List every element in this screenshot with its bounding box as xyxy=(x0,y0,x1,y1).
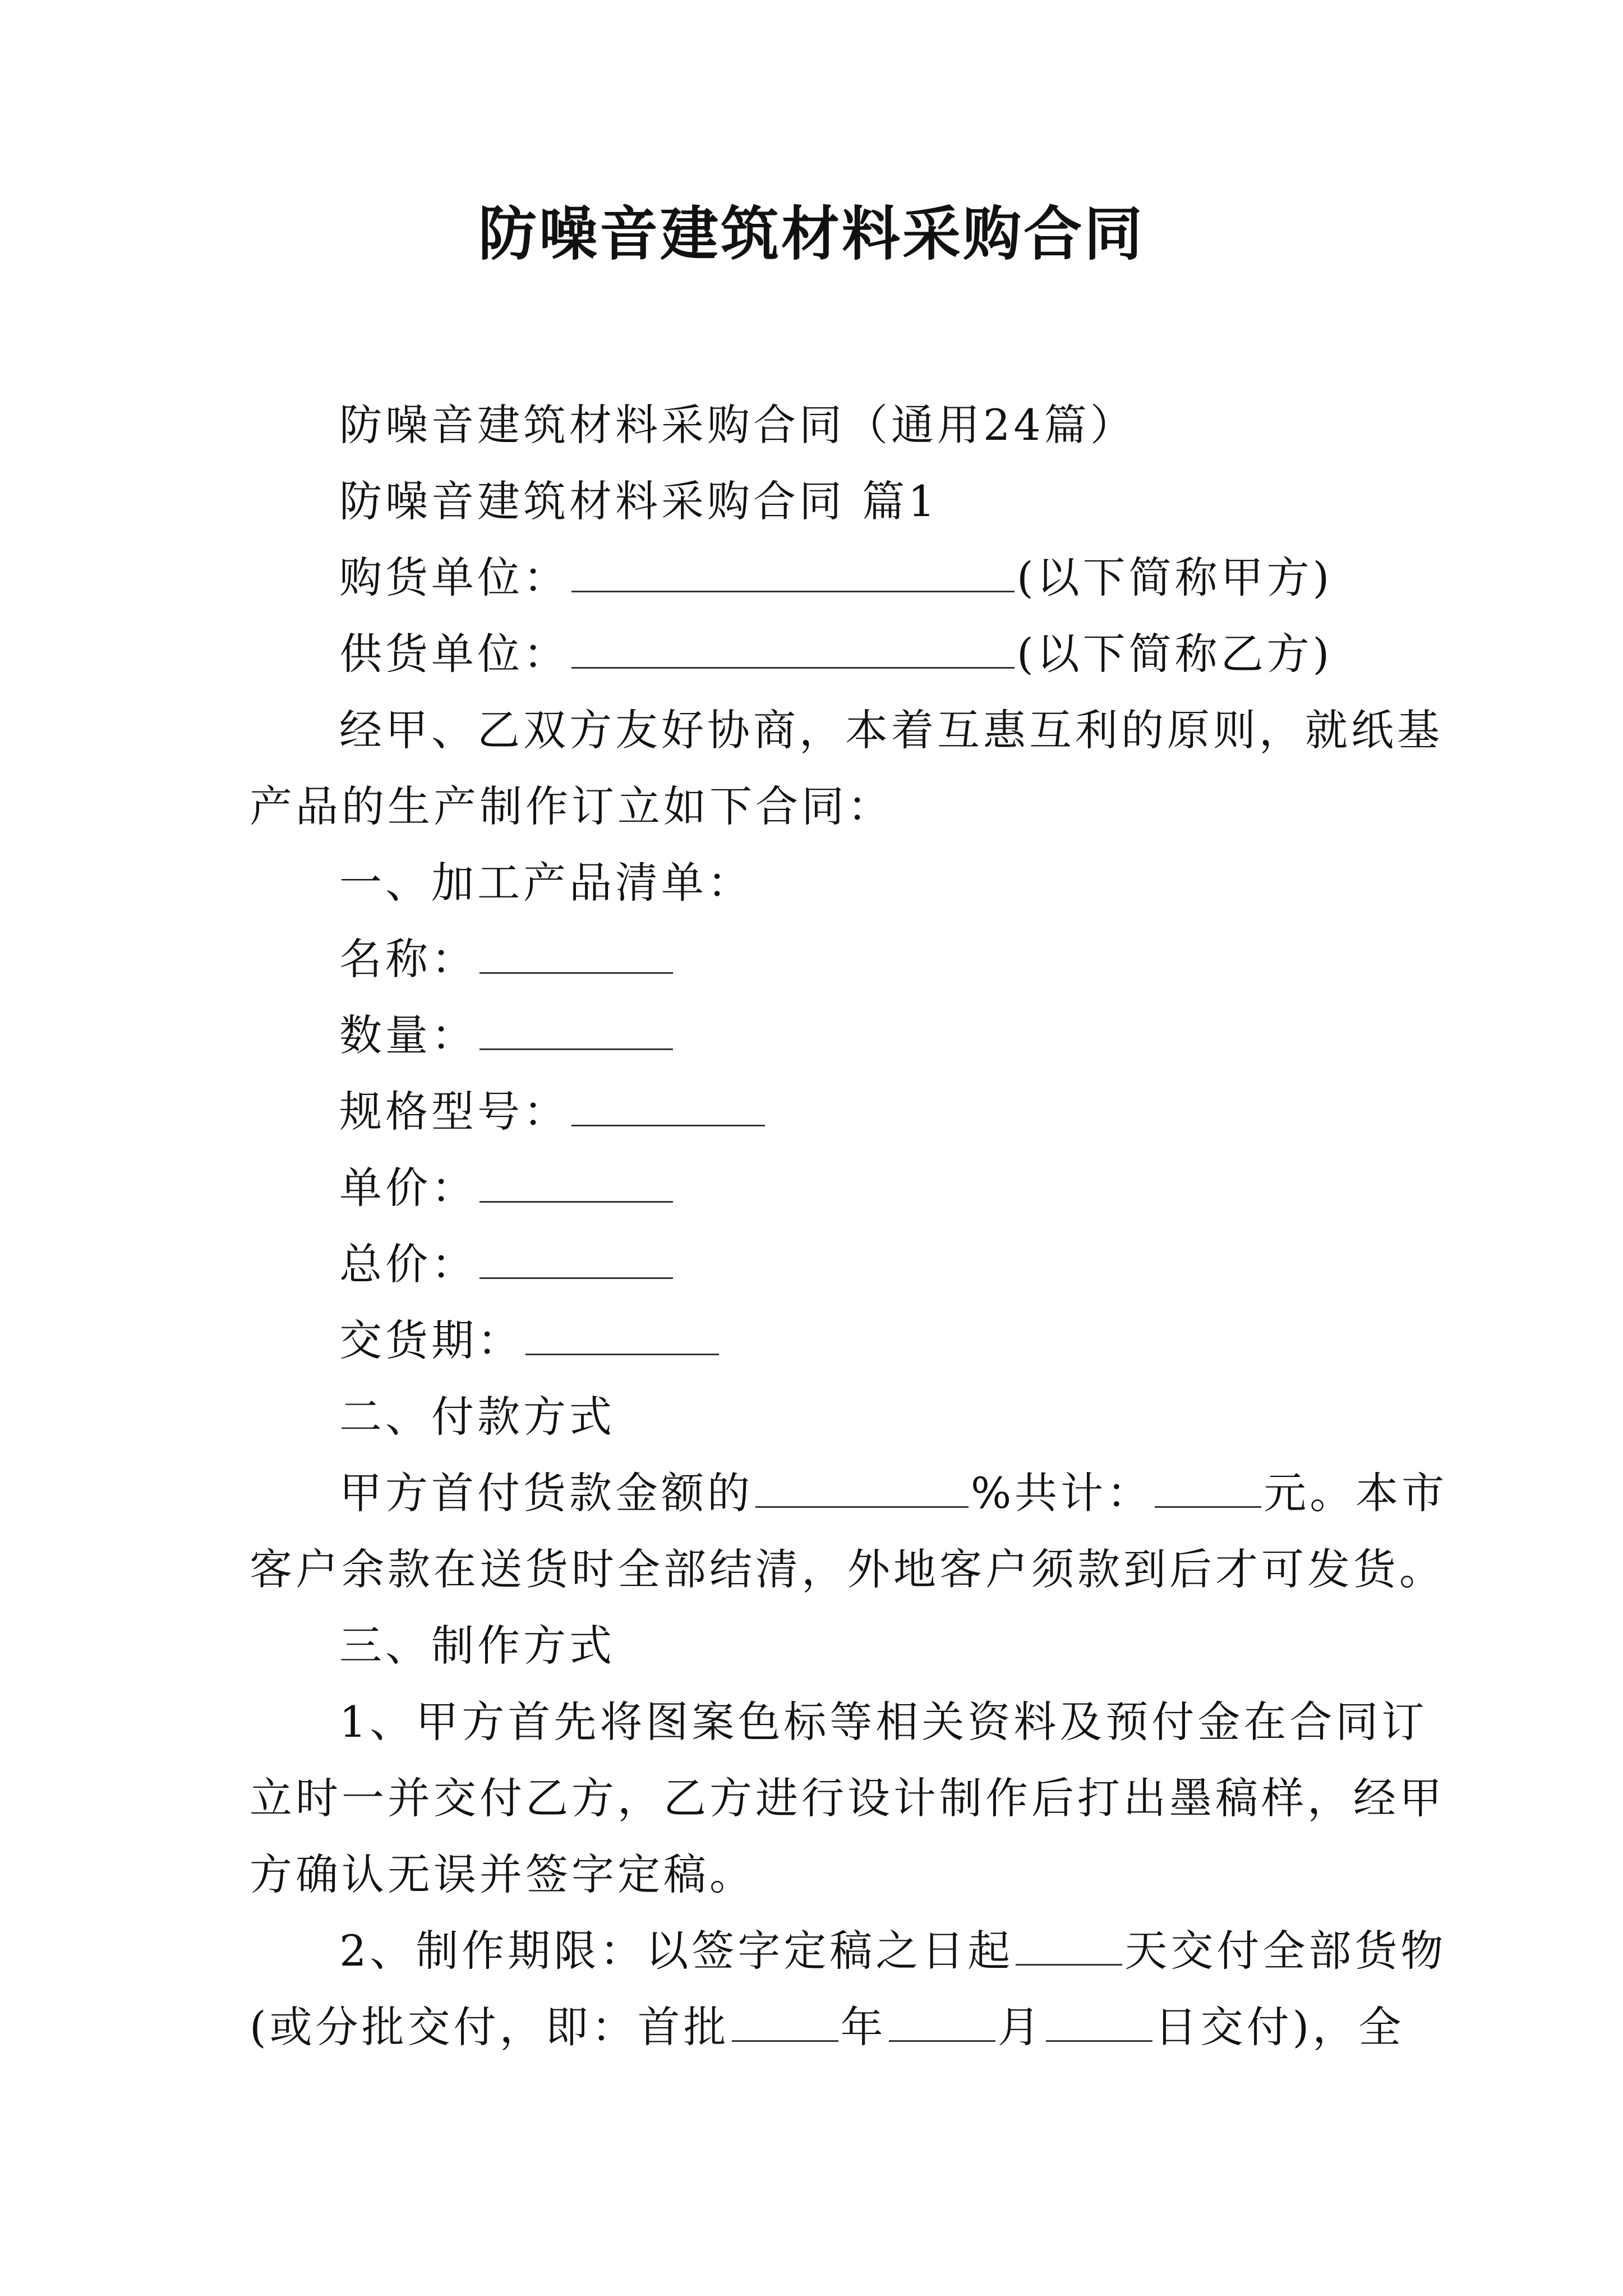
item2-year-blank xyxy=(732,2007,838,2042)
subtitle: 防噪音建筑材料采购合同（通用24篇） xyxy=(339,400,1136,450)
document-body xyxy=(250,387,1448,2065)
field-spec-line xyxy=(250,1074,1388,1150)
section-heading: 防噪音建筑材料采购合同 篇1 xyxy=(339,476,939,526)
field-unit-price-line xyxy=(250,1150,1388,1226)
item2-line2-text-c: 月 xyxy=(997,2002,1044,2052)
buyer-suffix: (以下简称甲方) xyxy=(1017,553,1333,602)
payment-percent-blank xyxy=(755,1473,969,1508)
intro-line-2: 产品的生产制作订立如下合同： xyxy=(250,781,893,831)
item2-line-2 xyxy=(250,1989,1405,2065)
item2-days-blank xyxy=(1016,1930,1122,1966)
field-total-price-label: 总价： xyxy=(339,1239,477,1289)
document-title: 防噪音建筑材料采购合同 xyxy=(478,199,1145,268)
field-unit-price-blank xyxy=(479,1167,673,1203)
buyer-line xyxy=(250,540,1388,616)
supplier-blank xyxy=(571,633,1015,669)
supplier-label: 供货单位： xyxy=(339,629,569,679)
field-delivery-blank xyxy=(525,1320,719,1355)
payment-text-3: 元。本市 xyxy=(1264,1468,1448,1518)
item1-line-1: 1、甲方首先将图案色标等相关资料及预付金在合同订 xyxy=(339,1697,1428,1747)
field-spec-blank xyxy=(571,1091,765,1126)
item1-line-2: 立时一并交付乙方，乙方进行设计制作后打出墨稿样，经甲 xyxy=(250,1773,1445,1823)
field-delivery-label: 交货期： xyxy=(339,1315,523,1365)
payment-text-2: %共计： xyxy=(971,1468,1153,1518)
payment-amount-blank xyxy=(1155,1473,1261,1508)
field-spec-label: 规格型号： xyxy=(339,1087,569,1137)
item2-text-2: 天交付全部货物 xyxy=(1124,1926,1447,1976)
field-unit-price-label: 单价： xyxy=(339,1163,477,1213)
item2-text-1: 2、制作期限：以签字定稿之日起 xyxy=(339,1926,1014,1976)
item2-line2-text-d: 日交付)，全 xyxy=(1154,2002,1405,2052)
supplier-suffix: (以下简称乙方) xyxy=(1017,629,1333,679)
field-total-price-line xyxy=(250,1226,1388,1303)
payment-text-1: 甲方首付货款金额的 xyxy=(339,1468,753,1518)
intro-line-1: 经甲、乙双方友好协商，本着互惠互利的原则，就纸基 xyxy=(339,705,1443,755)
item2-day-blank xyxy=(1046,2007,1152,2042)
field-name-line xyxy=(250,921,1388,997)
item2-month-blank xyxy=(889,2007,995,2042)
payment-line-2: 客户余款在送货时全部结清，外地客户须款到后才可发货。 xyxy=(250,1544,1445,1594)
item1-line-3: 方确认无误并签字定稿。 xyxy=(250,1849,755,1899)
heading-production: 三、制作方式 xyxy=(339,1621,615,1671)
item2-line-1 xyxy=(250,1913,1447,1989)
field-quantity-line xyxy=(250,997,1388,1074)
payment-line-1 xyxy=(250,1455,1448,1531)
field-quantity-label: 数量： xyxy=(339,1010,477,1060)
supplier-line xyxy=(250,616,1388,692)
item2-line2-text-a: (或分批交付，即：首批 xyxy=(250,2002,730,2052)
field-delivery-line xyxy=(250,1303,1388,1379)
buyer-blank xyxy=(571,557,1015,592)
heading-payment: 二、付款方式 xyxy=(339,1392,615,1442)
field-name-label: 名称： xyxy=(339,934,477,984)
item2-line2-text-b: 年 xyxy=(840,2002,887,2052)
field-name-blank xyxy=(479,938,673,974)
heading-products: 一、加工产品清单： xyxy=(339,858,753,908)
buyer-label: 购货单位： xyxy=(339,553,569,602)
field-total-price-blank xyxy=(479,1244,673,1279)
field-quantity-blank xyxy=(479,1015,673,1050)
